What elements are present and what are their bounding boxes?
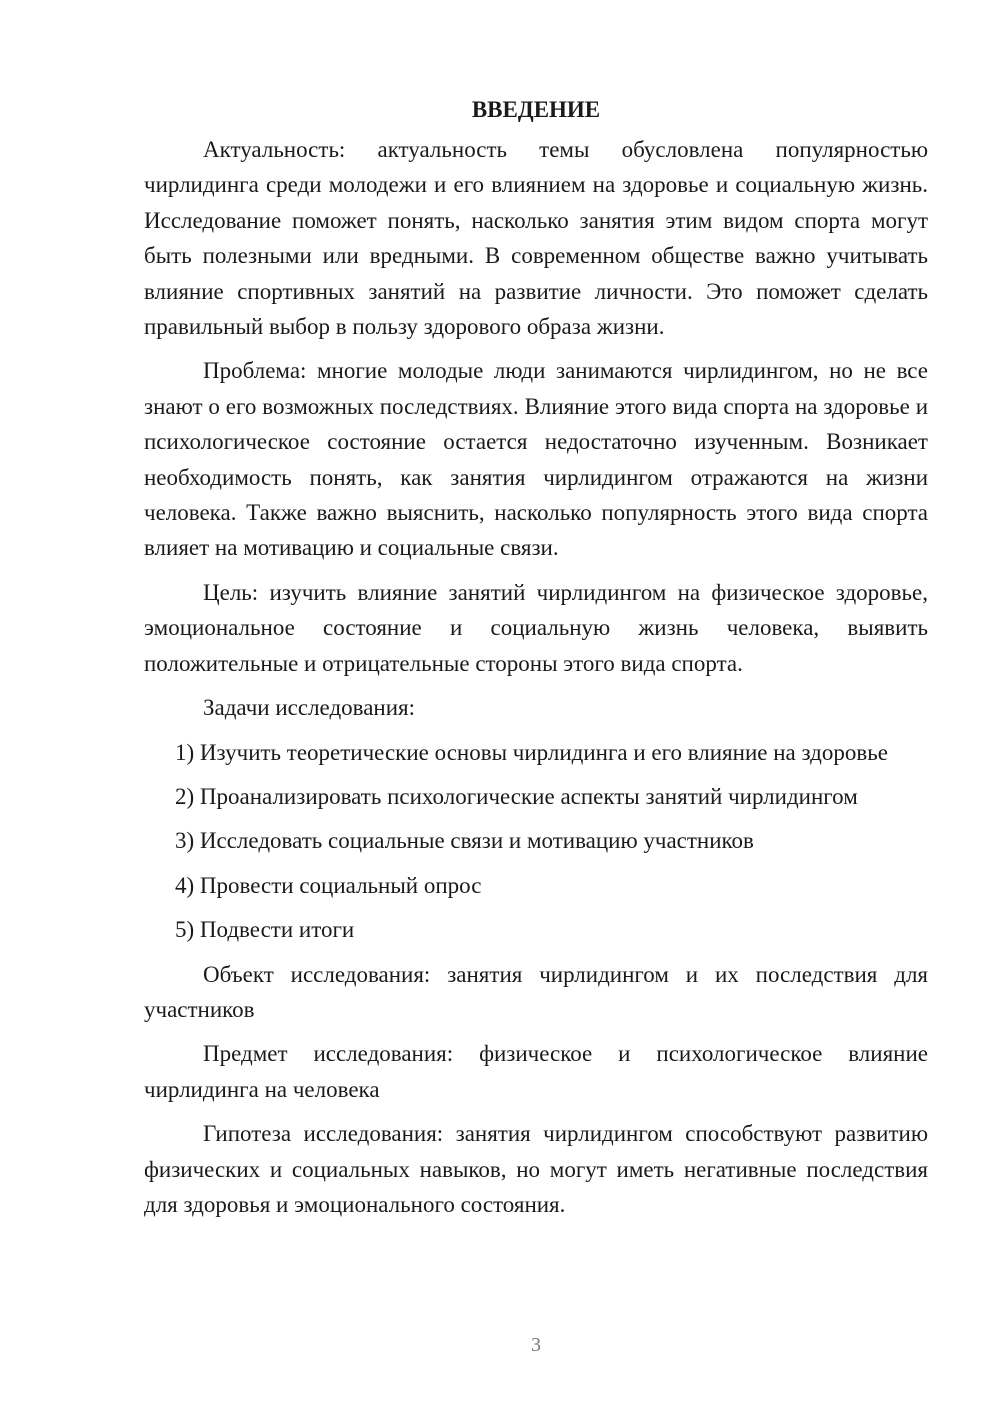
document-page — [144, 92, 928, 1231]
paragraph-subject: Предмет исследования: физическое и психологическое влияние чирлидинга на человека — [144, 1041, 928, 1102]
paragraph-object: Объект исследования: занятия чирлидингом и их последствия для участников — [144, 961, 928, 1022]
task-item-1: 1) Изучить теоретические основы чирлидинга и его влияние на здоровье — [175, 739, 888, 765]
task-item-4: 4) Провести социальный опрос — [175, 872, 482, 898]
task-item-3: 3) Исследовать социальные связи и мотивацию участников — [175, 828, 754, 854]
tasks-heading: Задачи исследования: — [203, 695, 416, 721]
page-number: 3 — [531, 1334, 541, 1356]
paragraph-relevance: Актуальность: актуальность темы обусловлена популярностью чирлидинга среди молодежи и его влиянием на здоровье и социальную жизнь. Исследование поможет понять, насколько занятия этим видом спорта могут быть полезными или вредными. В современном обществе важно учитывать влияние спортивных занятий на развитие личности. Это поможет сделать правильный выбор в пользу здорового образа жизни. — [144, 137, 928, 340]
task-item-2: 2) Проанализировать психологические аспекты занятий чирлидингом — [175, 783, 858, 809]
paragraph-hypothesis: Гипотеза исследования: занятия чирлидингом способствуют развитию физических и социальных навыков, но могут иметь негативные последствия для здоровья и эмоционального состояния. — [144, 1121, 928, 1217]
task-item-5: 5) Подвести итоги — [175, 917, 355, 943]
paragraph-goal: Цель: изучить влияние занятий чирлидингом на физическое здоровье, эмоциональное состояние и социальную жизнь человека, выявить положительные и отрицательные стороны этого вида спорта. — [144, 579, 928, 676]
paragraph-problem: Проблема: многие молодые люди занимаются чирлидингом, но не все знают о его возможных последствиях. Влияние этого вида спорта на здоровье и психологическое состояние остается недостаточно изученным. Возникает необходимость понять, как занятия чирлидингом отражаются на жизни человека. Также важно выяснить, насколько популярность этого вида спорта влияет на мотивацию и социальные связи. — [144, 358, 928, 561]
page-title: ВВЕДЕНИЕ — [471, 97, 601, 122]
